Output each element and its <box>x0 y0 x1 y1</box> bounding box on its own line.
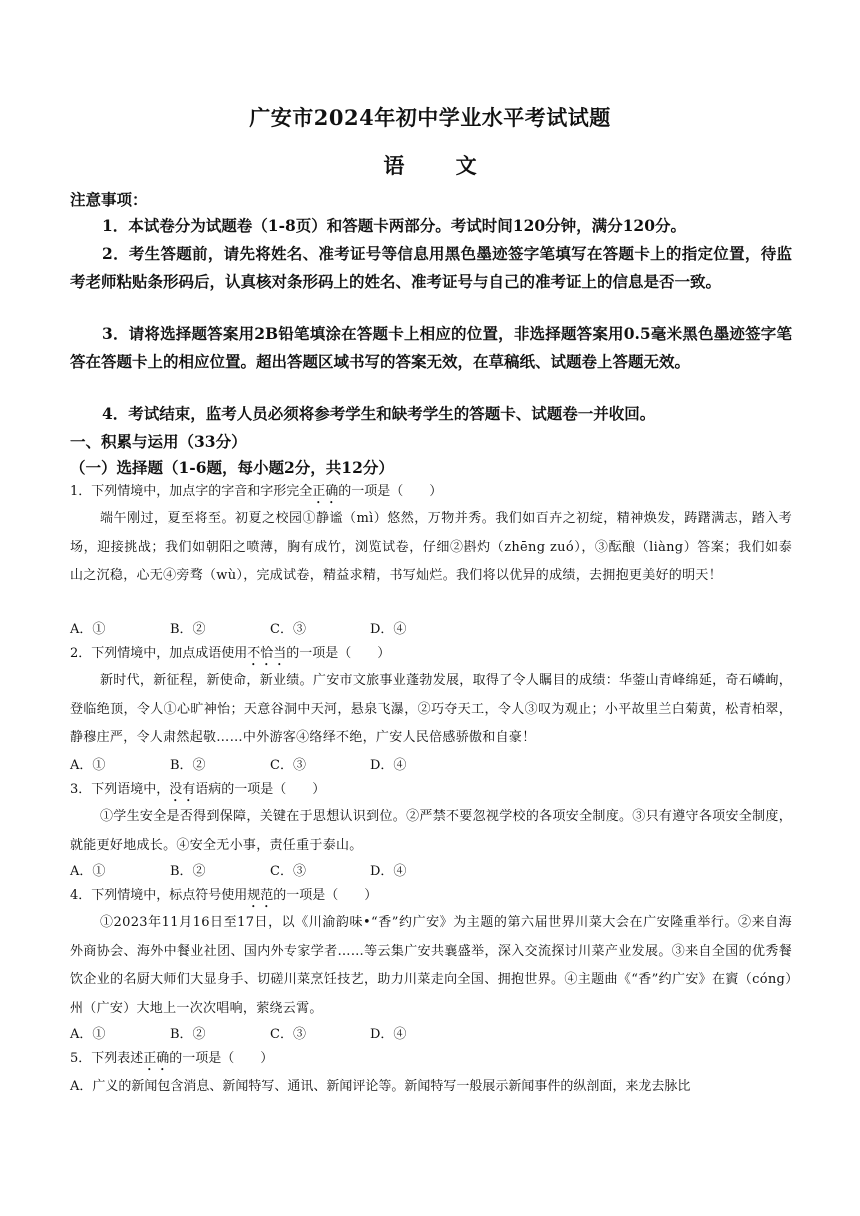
notice-heading: 注意事项： <box>70 190 148 209</box>
question-3-post: 语病的一项是（ ） <box>195 782 326 797</box>
exam-subject: 语 文 <box>383 153 499 178</box>
question-1-option-d[interactable]: D．④ <box>370 622 407 637</box>
question-5-option-a[interactable]: A．广义的新闻包含消息、新闻特写、通讯、新闻评论等。新闻特写一般展示新闻事件的纵剖面，来龙去脉比 <box>70 1079 691 1094</box>
question-4-passage: ①2023年11月16日至17日，以《川渝韵味•“香”约广安》为主题的第六届世界川菜大会在广安隆重举行。②来自海外商协会、海外中餐业社团、国内外专家学者……等云集广安共襄盛举，深入交流探讨川菜产业发展。③来自全国的优秀餐饮企业的名厨大师们大显身手、切磋川菜烹饪技艺，助力川菜走向全国、拥抱世界。④主题曲《“香”约广安》在賨（cóng）州（广安）大地上一次次唱响，萦绕云霄。 <box>70 915 792 1016</box>
question-2-passage: 新时代，新征程，新使命，新业绩。广安市文旅事业蓬勃发展，取得了令人瞩目的成绩：华蓥山青峰绵延，奇石嶙峋，登临绝顶，令人①心旷神怡；天意谷洞中天河，悬泉飞瀑，②巧夺天工，令人③叹为观止；小平故里兰白菊黄，松青柏翠，静穆庄严，令人肃然起敬……中外游客④络绎不绝，广安人民倍感骄傲和自豪！ <box>70 673 792 745</box>
question-3-passage: ①学生安全是否得到保障，关键在于思想认识到位。②严禁不要忽视学校的各项安全制度。③只有遵守各项安全制度，就能更好地成长。④安全无小事，责任重于泰山。 <box>70 809 792 853</box>
notice-rule-2: 2．考生答题前，请先将姓名、准考证号等信息用黑色墨迹签字笔填写在答题卡上的指定位置，待监考老师粘贴条形码后，认真核对条形码上的姓名、准考证号与自己的准考证上的信息是否一致。 <box>70 244 792 291</box>
question-1-passage: 端午刚过，夏至将至。初夏之校园①静谧（mì）悠然，万物并秀。我们如百卉之初绽，精神焕发，踌躇满志，踏入考场，迎接挑战；我们如朝阳之喷薄，胸有成竹，浏览试卷，仔细②斟灼（zhēng zuó），③酝酿（liàng）答案；我们如泰山之沉稳，心无④旁骛（wù），完成试卷，精益求精，书写灿烂。我们将以优异的成绩，去拥抱更美好的明天！ <box>70 511 792 583</box>
question-1-dotted: 正确 <box>312 484 339 499</box>
question-2-stem <box>70 642 792 669</box>
question-2-post: 的一项是（ ） <box>286 646 391 661</box>
question-2-options <box>70 754 792 778</box>
question-4-post: 的一项是（ ） <box>273 888 378 903</box>
question-2-dotted: 不恰当 <box>247 646 287 661</box>
section-heading: 一、积累与运用（33分） <box>70 432 247 451</box>
question-1-pre: 1．下列情境中，加点字的字音和字形完全 <box>70 484 313 499</box>
question-1-stem <box>70 480 792 507</box>
question-4-option-b[interactable]: B．② <box>170 1027 206 1042</box>
question-3-option-c[interactable]: C．③ <box>270 864 306 879</box>
question-3-option-a[interactable]: A．① <box>70 864 106 879</box>
question-2-pre: 2．下列情境中，加点成语使用 <box>70 646 248 661</box>
question-2-option-d[interactable]: D．④ <box>370 758 407 773</box>
notice-rule-4: 4．考试结束，监考人员必须将参考学生和缺考学生的答题卡、试题卷一并收回。 <box>102 404 656 423</box>
exam-title: 广安市2024年初中学业水平考试试题 <box>249 105 611 130</box>
question-5-stem <box>70 1047 792 1074</box>
question-4-stem <box>70 884 792 911</box>
question-3-dotted: 没有 <box>169 782 196 797</box>
question-4-pre: 4．下列情境中，标点符号使用 <box>70 888 248 903</box>
question-1-option-b[interactable]: B．② <box>170 622 206 637</box>
question-3-options <box>70 860 792 884</box>
notice-rule-3: 3．请将选择题答案用2B铅笔填涂在答题卡上相应的位置，非选择题答案用0.5毫米黑色墨迹签字笔答在答题卡上的相应位置。超出答题区域书写的答案无效，在草稿纸、试题卷上答题无效。 <box>70 324 792 371</box>
question-4-option-d[interactable]: D．④ <box>370 1027 407 1042</box>
question-4-options <box>70 1023 792 1047</box>
question-1-options <box>70 618 792 642</box>
question-2-option-a[interactable]: A．① <box>70 758 106 773</box>
question-2-option-b[interactable]: B．② <box>170 758 206 773</box>
question-3-option-b[interactable]: B．② <box>170 864 206 879</box>
notice-rule-1: 1．本试卷分为试题卷（1-8页）和答题卡两部分。考试时间120分钟，满分120分。 <box>102 216 686 235</box>
question-3-pre: 3．下列语境中， <box>70 782 170 797</box>
question-5-pre: 5．下列表述 <box>70 1051 144 1066</box>
question-4-option-c[interactable]: C．③ <box>270 1027 306 1042</box>
question-4-dotted: 规范 <box>247 888 274 903</box>
question-5-post: 的一项是（ ） <box>169 1051 274 1066</box>
question-3-option-d[interactable]: D．④ <box>370 864 407 879</box>
question-2-option-c[interactable]: C．③ <box>270 758 306 773</box>
question-4-option-a[interactable]: A．① <box>70 1027 106 1042</box>
subsection-heading: （一）选择题（1-6题，每小题2分，共12分） <box>70 458 394 477</box>
question-1-option-c[interactable]: C．③ <box>270 622 306 637</box>
question-5-dotted: 正确 <box>143 1051 170 1066</box>
question-1-post: 的一项是（ ） <box>338 484 443 499</box>
question-3-stem <box>70 778 792 805</box>
question-1-option-a[interactable]: A．① <box>70 622 106 637</box>
